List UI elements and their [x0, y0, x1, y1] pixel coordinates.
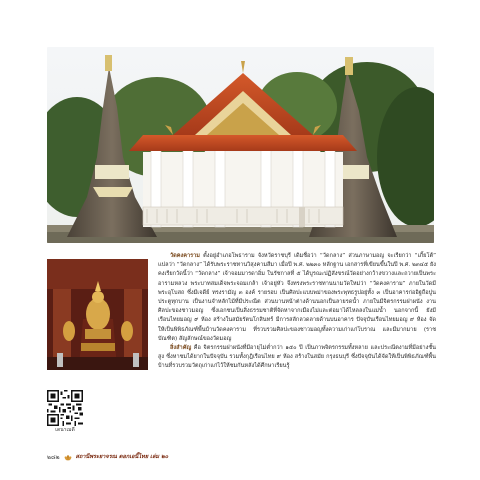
paragraph-history [158, 252, 436, 344]
lotus-icon [64, 453, 72, 461]
temple-name-lead: วัดคงคาราม [170, 253, 200, 259]
qr-caption: เดนาเมดี [55, 427, 75, 433]
qr-code-icon [47, 390, 83, 426]
highlights-lead: สิ่งสำคัญ [170, 345, 192, 352]
page-number: ๒๘๒ [47, 454, 60, 461]
paragraph-highlights-text: คือ จิตรกรรมฝาผนังที่มีอายุไม่ต่ำกว่า ๑๕๐ ปี เป็นภาพจิตรกรรมทั้งหลาย และประณีตงามที่มีอย่างชั้นสูง ซึ่งหาชมได้ยากในปัจจุบัน รวมทั้งกุฎิเรือนไทย ๙ ห้อง สร้างในสมัย กรุงธนบุรี ซึ่งปัจจุบันได้จัดให้เป็นพิพิธภัณฑ์พื้นบ้านที่รวบรวมวัตถุเก่าแก่ไว้ให้ชมกันหลังได้ศึกษาเรียนรู้ [158, 345, 436, 370]
page-footer [47, 452, 168, 462]
paragraph-highlights [158, 344, 436, 372]
temple-interior-photo [47, 259, 148, 370]
temple-photo [47, 47, 434, 243]
book-title: สถานีพระยาจรณ ดอกเอนี้ไทย เล่ม ๒๐ [75, 454, 169, 460]
article-body [158, 252, 436, 372]
qr-code[interactable] [47, 390, 83, 434]
paragraph-history-text: ตั้งอยู่อำเภอโพธาราม จังหวัดราชบุรี เดิมชื่อว่า “วัดกลาง” ส่วนภาษามอญ จะเรียกว่า “เภี้ยโต้” แปลว่า “วัดกลาง” ได้รับพระราชทานวิสุงคามสีมา เมื่อปี พ.ศ. ๒๒๓๐ หลักฐาน เอกสารที่เขียนขึ้นในปี พ.ศ. ๒๓๔๕ ยังคงเรียกวัดนี้ว่า “วัดกลาง” เจ้าจอมมารดาอิ่ม ในรัชกาลที่ ๕ ได้บูรณะปฏิสังขรณ์วัดอย่างกว้างขวางและถวายเป็นพระอารามหลวง พระบาทสมเด็จพระจอมเกล้า เจ้าอยู่หัว จึงทรงพระราชทานนามวัดใหม่ว่า “วัดคงคาราม” ภายในวัดมีพระอุโบสถ ซึ่งมีเจดีย์ ทรงรามัญ ๓ องค์ รายรอบ เป็นศิลปะแบบพม่าของพระพุทธรูปอยู่ทั้ง ๓ เป็นอาคารก่ออิฐถือปูน ประตูทุกบาน เป็นงานจำหลักไม้ที่มีประณีต ส่วนบานหน้าต่างด้านนอกเป็นลายรดน้ำ ภายในมีจิตรกรรมฝาผนัง งานศิลปะของชาวมอญ ซึ่งเอกชนเป็นสิ่งธรรมชาติที่จัดหาจากเมืองไม่และต่อมาได้ไหลลงในแม่น้ำ นอกจากนี้ ยังมีเรือนไทยมอญ ๙ ห้อง สร้างในสมัยรัตนโกสินทร์ มีการสลักลวดลายด้านบนอาคาร ปัจจุบันเรือนไทยมอญ ๙ ห้อง จัดให้เป็นพิพิธภัณฑ์พื้นบ้านวัดคงคาราม ที่รวบรวมศิลปะของชาวมอญทั้งความเก่าแก่โบราณ และมีมากมาย (ราชบัณฑิต) สัญลักษณ์ของวัดมอญ [158, 253, 436, 342]
